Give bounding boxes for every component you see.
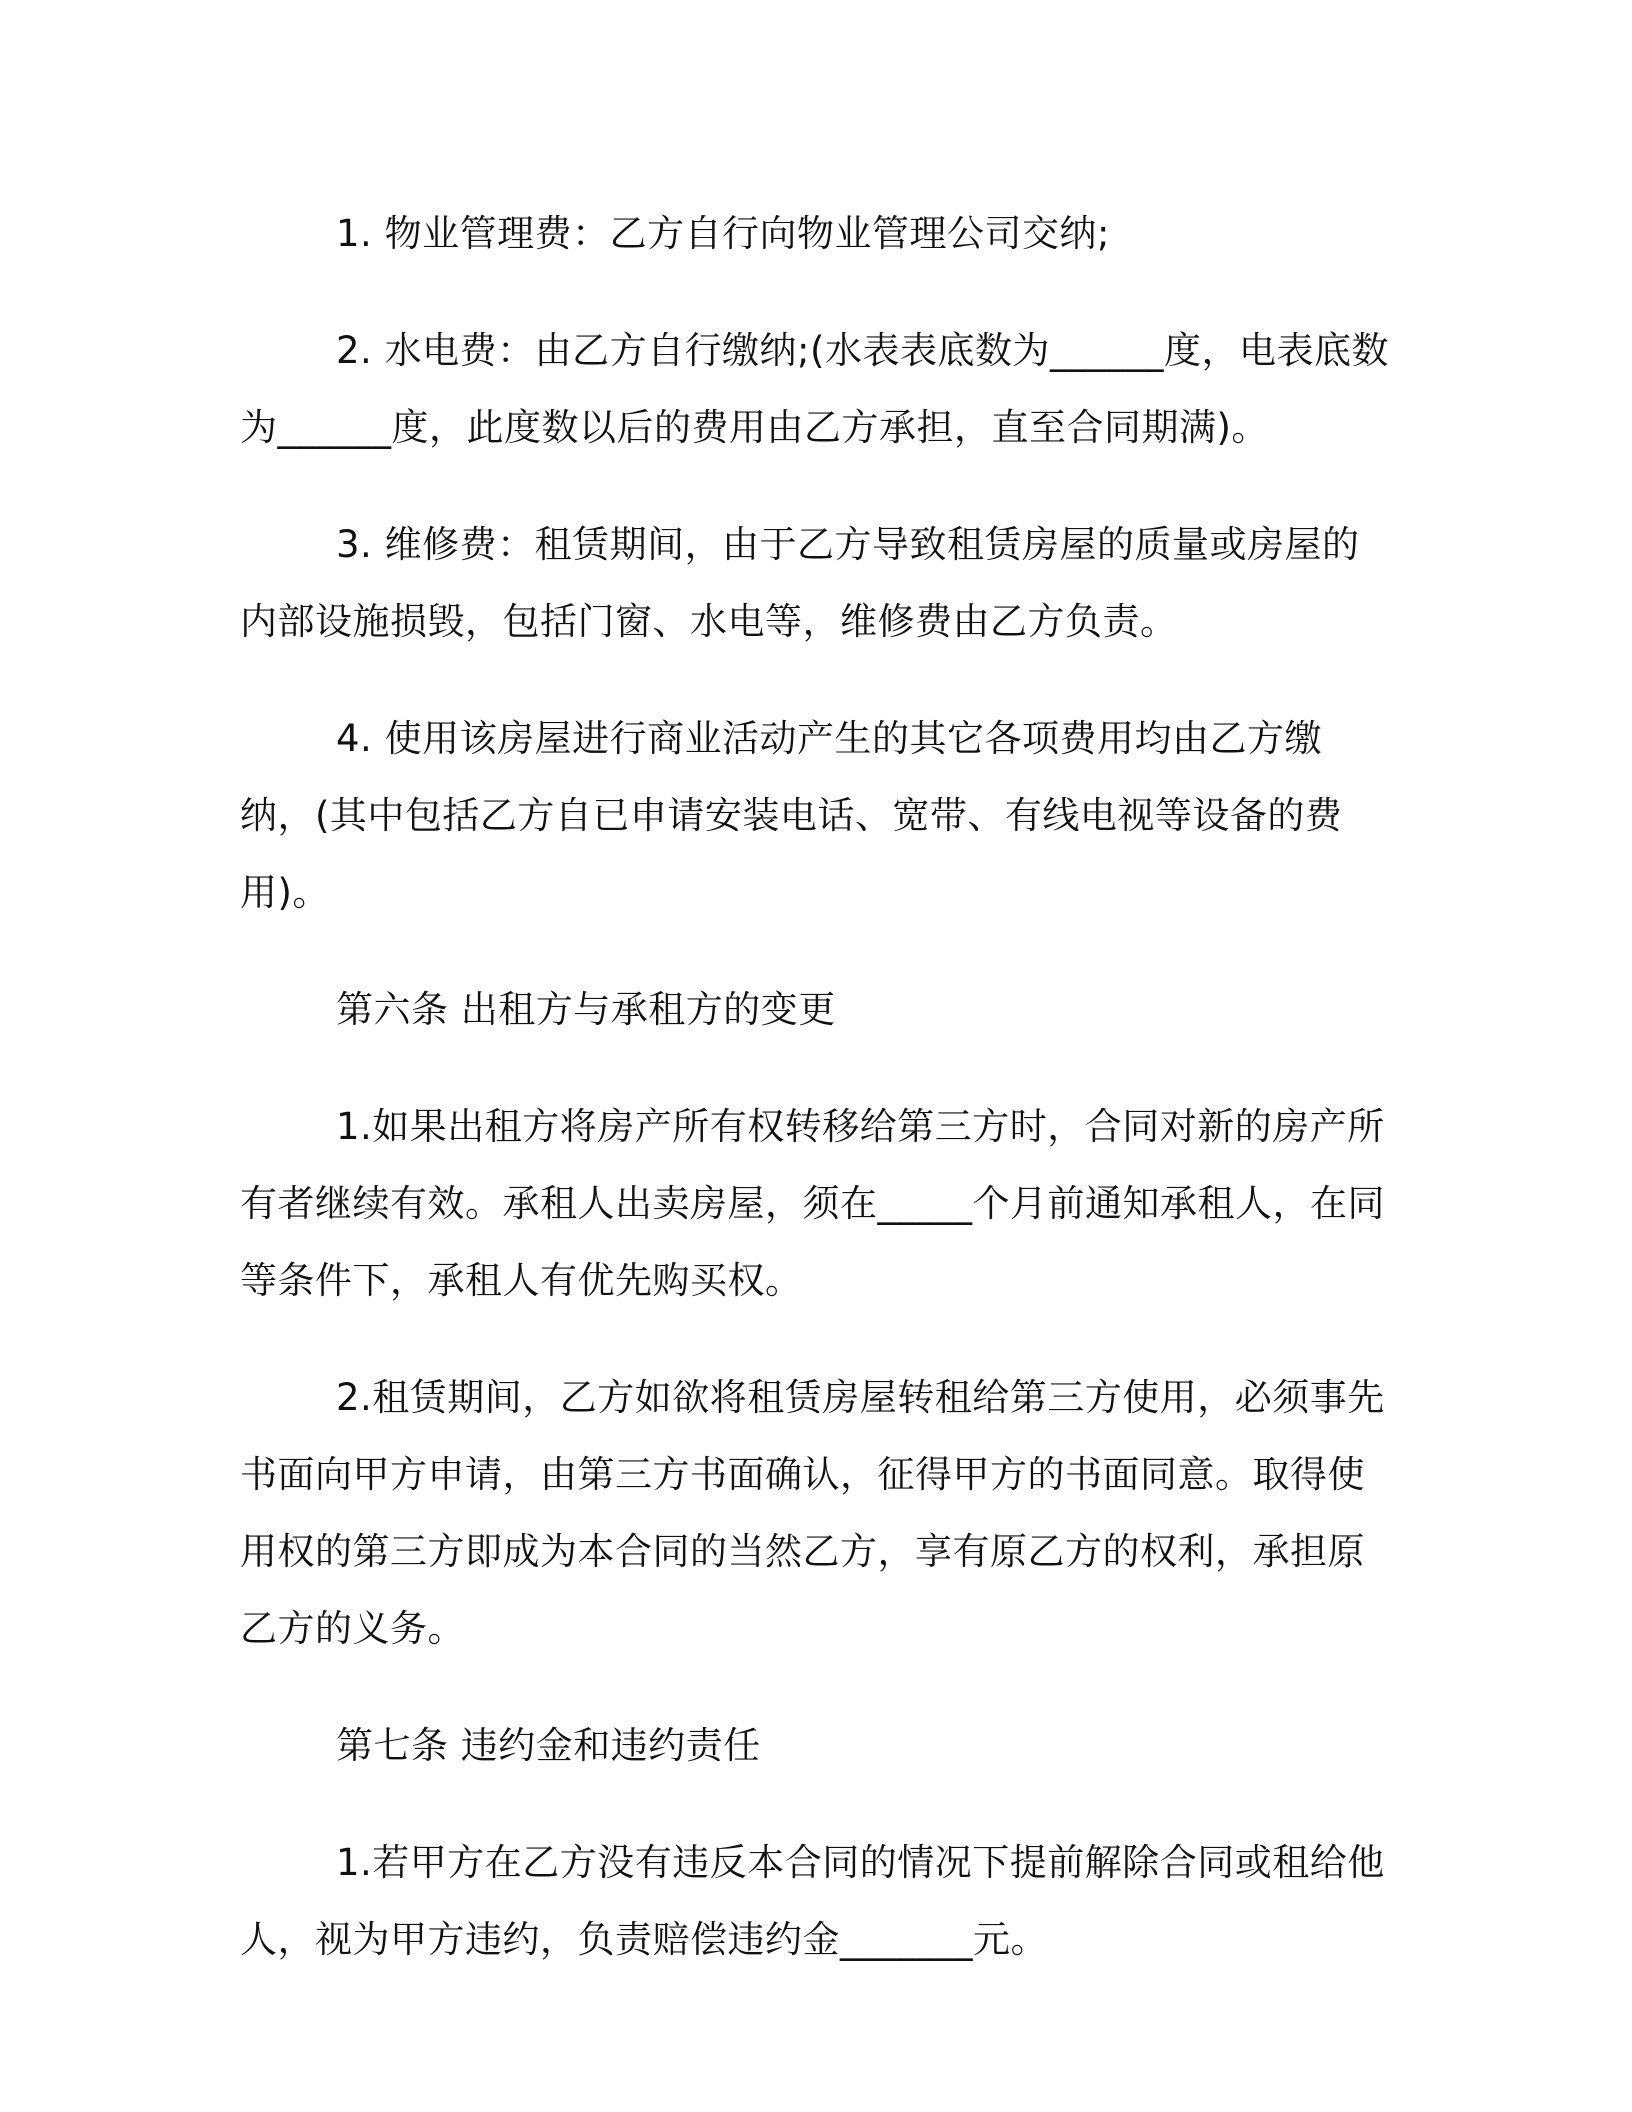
clause-repair-fee: 3. 维修费：租赁期间，由于乙方导致租赁房屋的质量或房屋的内部设施损毁，包括门窗、水电等，维修费由乙方负责。 [240,523,1360,643]
document-page [240,195,1390,2018]
article-6-heading: 第六条 出租方与承租方的变更 [336,988,836,1031]
article-7-heading: 第七条 违约金和违约责任 [336,1724,761,1767]
article-6-clause-2: 2.租赁期间，乙方如欲将租赁房屋转租给第三方使用，必须事先书面向甲方申请，由第三方书面确认，征得甲方的书面同意。取得使用权的第三方即成为本合同的当然乙方，享有原乙方的权利，承担原乙方的义务。 [240,1376,1385,1650]
article-6-clause-1: 1.如果出租方将房产所有权转移给第三方时，合同对新的房产所有者继续有效。承租人出卖房屋，须在_____个月前通知承租人，在同等条件下，承租人有优先购买权。 [240,1105,1385,1302]
clause-commercial-fees: 4. 使用该房屋进行商业活动产生的其它各项费用均由乙方缴纳，(其中包括乙方自已申请安装电话、宽带、有线电视等设备的费用)。 [240,717,1343,914]
article-7-clause-1: 1.若甲方在乙方没有违反本合同的情况下提前解除合同或租给他人，视为甲方违约，负责赔偿违约金_______元。 [240,1841,1385,1961]
clause-utilities-fee: 2. 水电费：由乙方自行缴纳;(水表表底数为______度，电表底数为______度，此度数以后的费用由乙方承担，直至合同期满)。 [240,329,1389,449]
clause-property-fee: 1. 物业管理费：乙方自行向物业管理公司交纳; [336,212,1111,255]
